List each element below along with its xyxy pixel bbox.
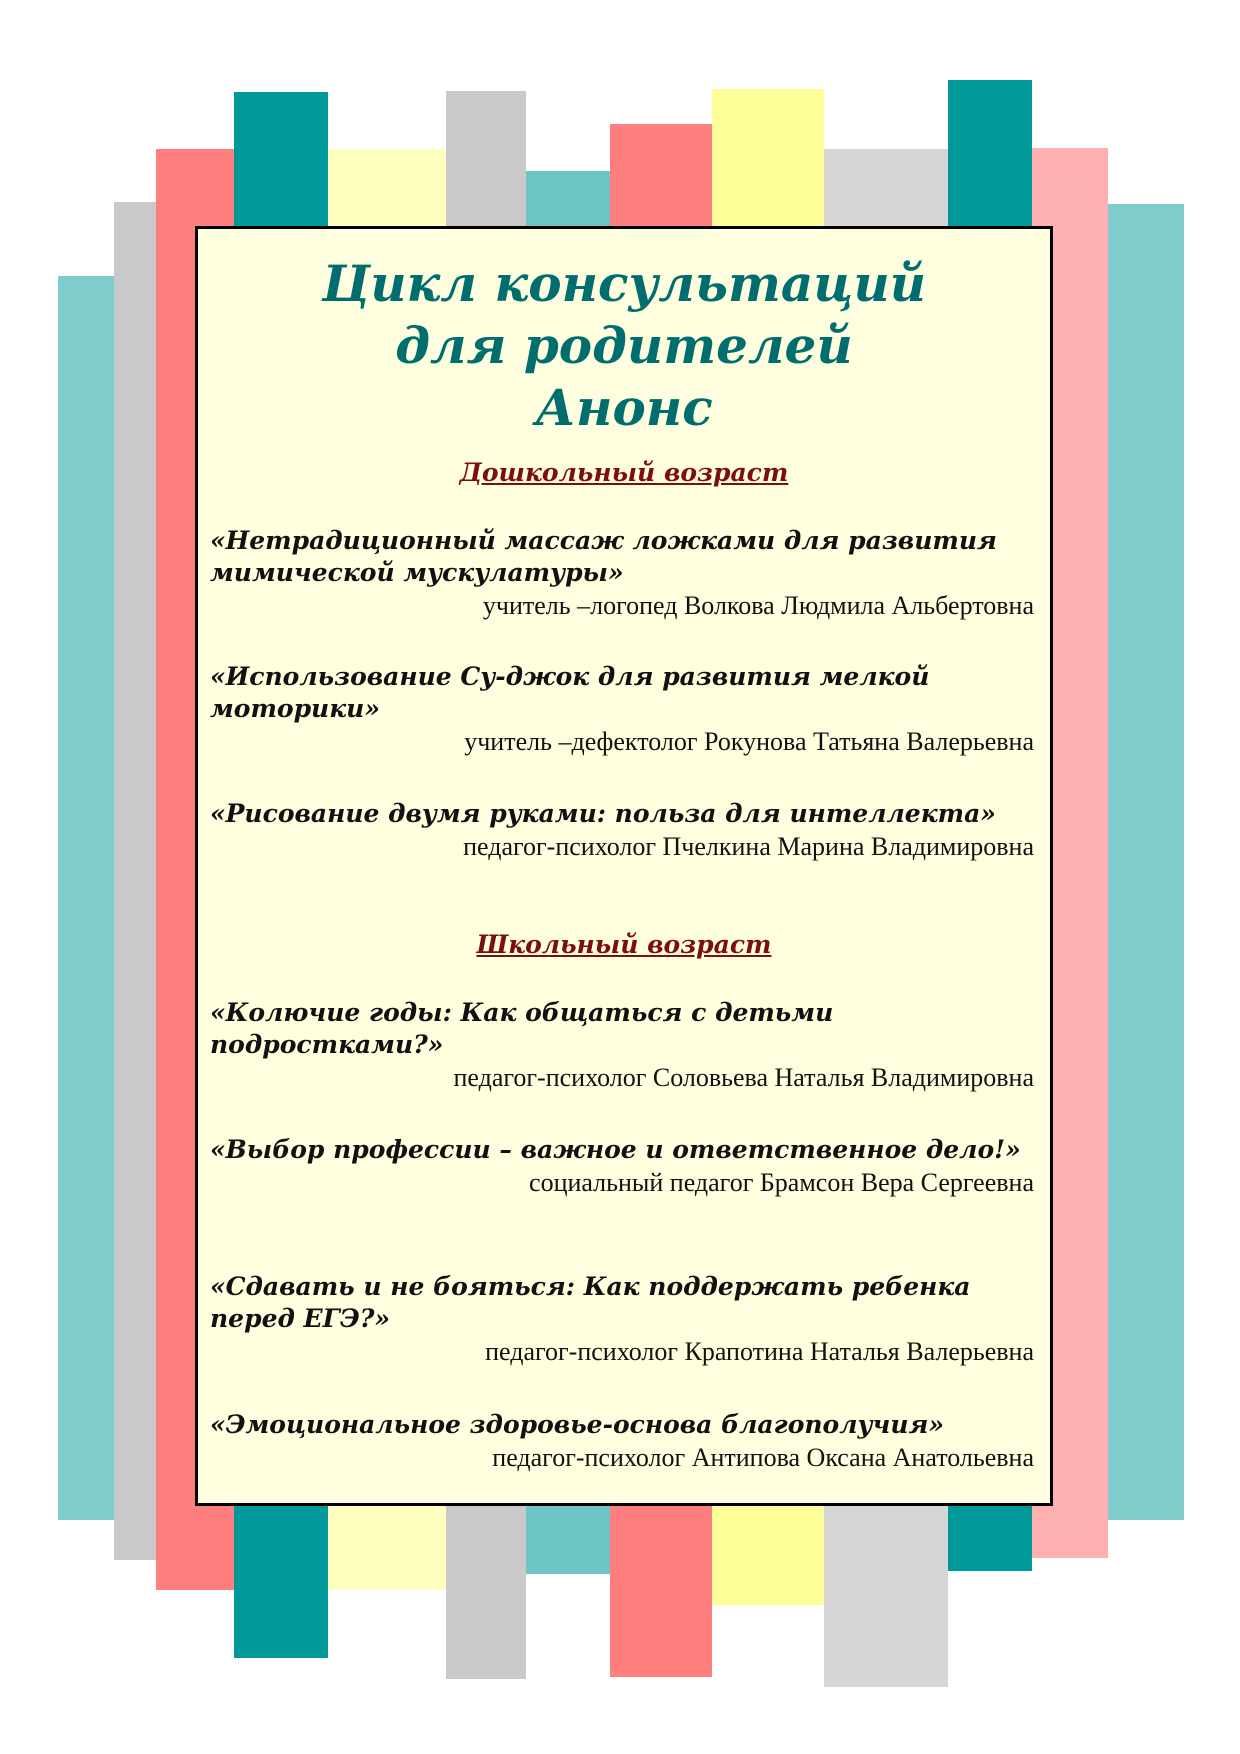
title-line-1: Цикл консультаций — [321, 254, 927, 313]
consultation-topic: «Нетрадиционный массаж ложками для развития мимической мускулатуры» — [210, 526, 997, 587]
consultation-topic: «Рисование двумя руками: польза для интеллекта» — [210, 799, 996, 828]
poster-title — [198, 253, 1050, 439]
consultation-author: педагог-психолог Соловьева Наталья Владимировна — [453, 1063, 1034, 1092]
consultation-item — [210, 1409, 1034, 1475]
announcement-panel — [195, 226, 1053, 1506]
consultation-topic: «Использование Су-джок для развития мелкой моторики» — [210, 662, 930, 723]
section-heading-school: Школьный возраст — [476, 930, 772, 959]
consultation-topic: «Сдавать и не бояться: Как поддержать ребенка перед ЕГЭ?» — [210, 1272, 971, 1333]
title-line-3: Анонс — [535, 378, 713, 437]
consultation-topic: «Эмоциональное здоровье-основа благополучия» — [210, 1410, 945, 1439]
consultation-author: социальный педагог Брамсон Вера Сергеевна — [529, 1168, 1034, 1197]
consultation-item — [210, 525, 1034, 623]
consultation-item — [210, 661, 1034, 759]
consultation-author: педагог-психолог Антипова Оксана Анатольевна — [492, 1443, 1034, 1472]
title-line-2: для родителей — [395, 316, 853, 375]
consultation-author: педагог-психолог Пчелкина Марина Владимировна — [463, 832, 1034, 861]
consultation-topic: «Выбор профессии – важное и ответственное дело!» — [210, 1135, 1021, 1164]
consultation-author: педагог-психолог Крапотина Наталья Валерьевна — [485, 1337, 1034, 1366]
section-heading-preschool: Дошкольный возраст — [459, 458, 789, 487]
stripe-gray-left — [114, 202, 156, 1560]
consultation-item — [210, 798, 1034, 864]
consultation-item — [210, 997, 1034, 1095]
consultation-topic: «Колючие годы: Как общаться с детьми подростками?» — [210, 998, 834, 1059]
stripe-light-teal-right — [1108, 204, 1184, 1520]
consultation-item — [210, 1271, 1034, 1369]
stripe-light-teal-left — [58, 276, 114, 1520]
consultation-author: учитель –дефектолог Рокунова Татьяна Валерьевна — [464, 727, 1034, 756]
consultation-item — [210, 1134, 1034, 1200]
consultation-author: учитель –логопед Волкова Людмила Альбертовна — [482, 591, 1034, 620]
